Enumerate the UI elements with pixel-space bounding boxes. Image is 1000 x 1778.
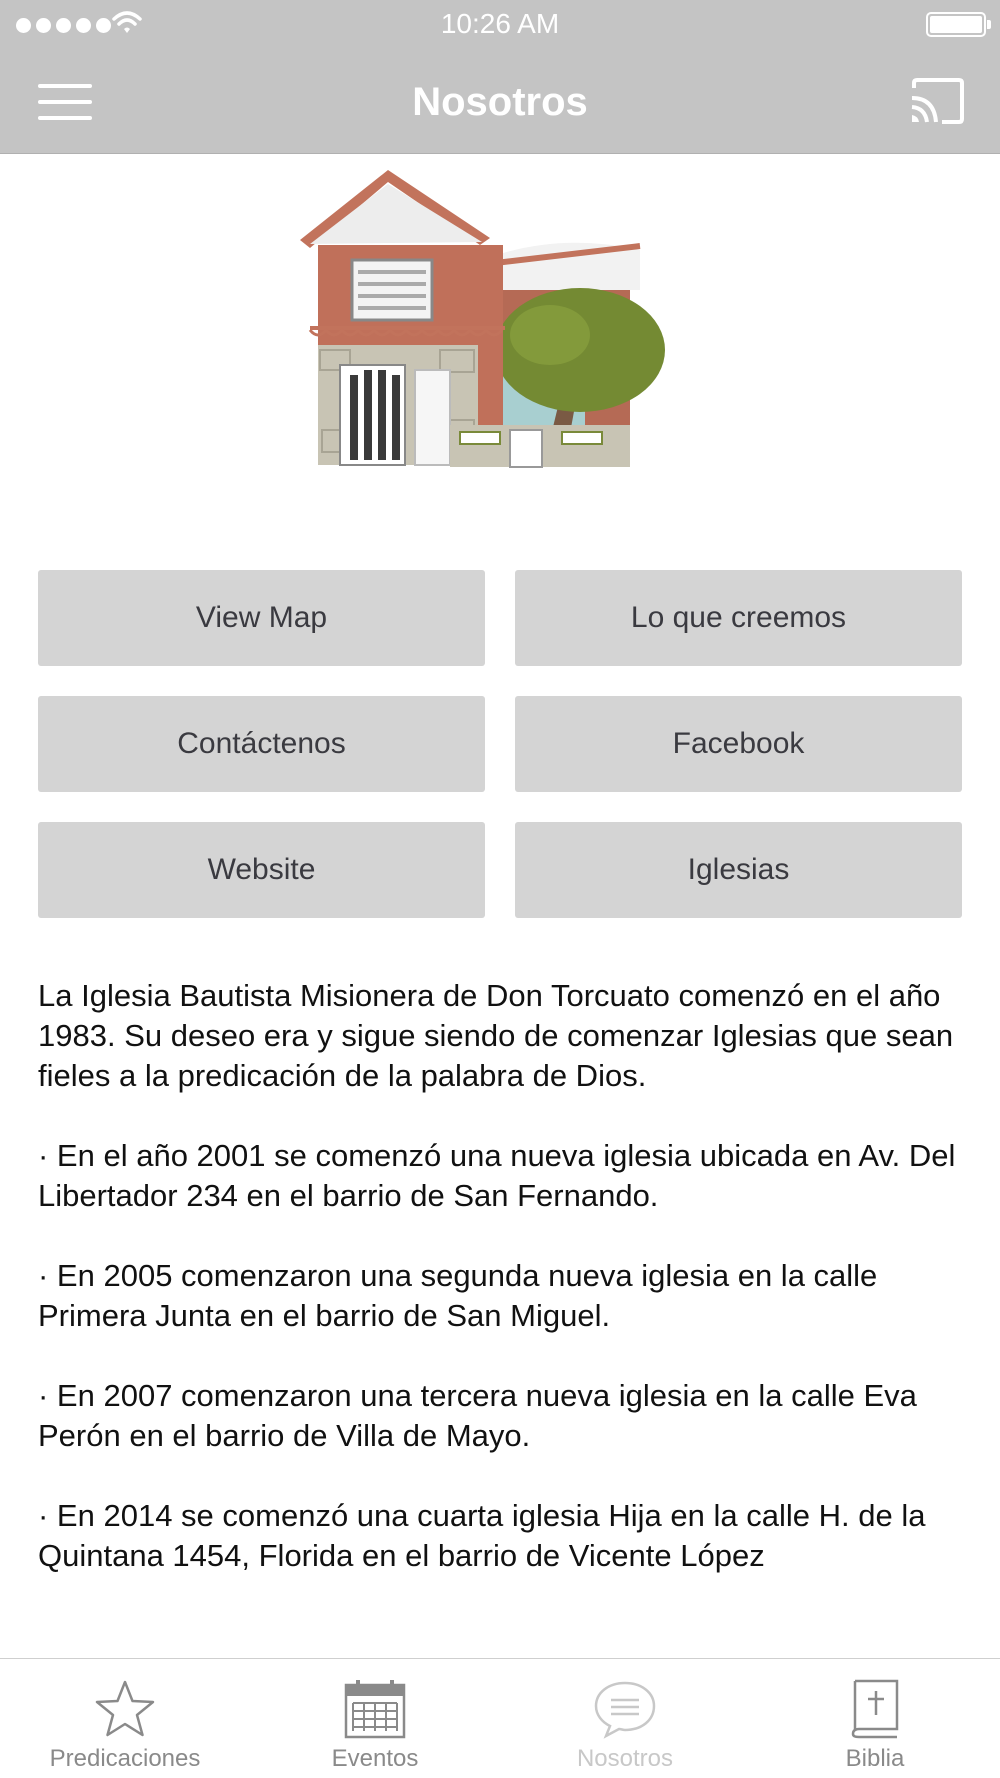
hamburger-icon[interactable] [38, 82, 92, 122]
star-icon [94, 1679, 156, 1739]
action-buttons [38, 570, 962, 918]
nav-bar [0, 50, 1000, 154]
iglesias-button[interactable]: Iglesias [515, 822, 962, 918]
battery-icon [926, 12, 986, 37]
website-button[interactable]: Website [38, 822, 485, 918]
page-title: Nosotros [412, 80, 588, 124]
chat-bubble-icon [593, 1679, 657, 1739]
tab-predicaciones[interactable] [0, 1659, 250, 1778]
tab-nosotros[interactable] [500, 1659, 750, 1778]
tab-biblia[interactable] [750, 1659, 1000, 1778]
tab-label: Eventos [331, 1745, 419, 1772]
tab-label: Nosotros [576, 1745, 674, 1772]
about-paragraph: La Iglesia Bautista Misionera de Don Torcuato comenzó en el año 1983. Su deseo era y sigue siendo de comenzar Iglesias que sean fieles a la predicación de la palabra de Dios. [38, 978, 954, 1093]
lo-que-creemos-button[interactable]: Lo que creemos [515, 570, 962, 666]
tab-label: Predicaciones [49, 1745, 201, 1772]
tab-eventos[interactable] [250, 1659, 500, 1778]
about-paragraph: · En el año 2001 se comenzó una nueva iglesia ubicada en Av. Del Libertador 234 en el barrio de San Fernando. [38, 1138, 956, 1213]
status-time: 10:26 AM [440, 8, 560, 39]
status-bar [0, 0, 1000, 50]
about-text [38, 976, 968, 1616]
calendar-icon [344, 1679, 406, 1739]
contactenos-button[interactable]: Contáctenos [38, 696, 485, 792]
bible-icon [849, 1679, 901, 1739]
about-paragraph: · En 2014 se comenzó una cuarta iglesia Hija en la calle H. de la Quintana 1454, Florida en el barrio de Vicente López [38, 1498, 926, 1573]
church-building-illustration [300, 160, 720, 500]
tab-label: Biblia [845, 1745, 905, 1772]
view-map-button[interactable]: View Map [38, 570, 485, 666]
tab-bar [0, 1658, 1000, 1778]
about-paragraph: · En 2007 comenzaron una tercera nueva iglesia en la calle Eva Perón en el barrio de Villa de Mayo. [38, 1378, 917, 1453]
cast-icon[interactable] [908, 78, 964, 124]
facebook-button[interactable]: Facebook [515, 696, 962, 792]
about-paragraph: · En 2005 comenzaron una segunda nueva iglesia en la calle Primera Junta en el barrio de San Miguel. [38, 1258, 878, 1333]
